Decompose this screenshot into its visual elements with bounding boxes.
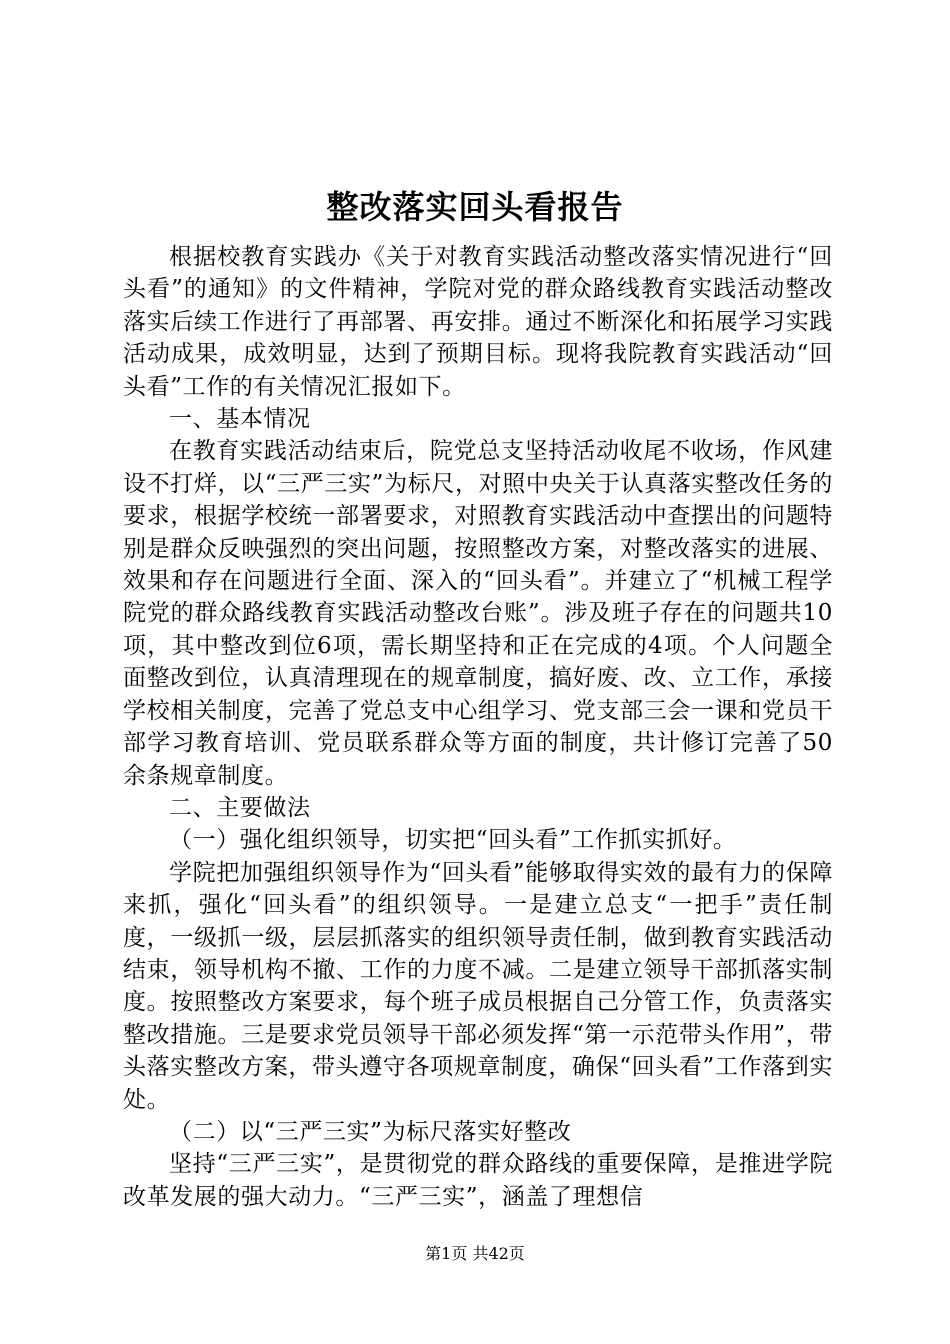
- subsection-heading-1: （一）强化组织领导，切实把“回头看”工作抓实抓好。: [169, 827, 737, 854]
- document-title: 整改落实回头看报告: [326, 188, 624, 226]
- intro-paragraph: 根据校教育实践办《关于对教育实践活动整改落实情况进行“回头看”的通知》的文件精神，学院对党的群众路线教育实践活动整改落实后续工作进行了再部署、再安排。通过不断深化和拓展学习实践活动成果，成效明显，达到了预期目标。现将我院教育实践活动“回头看”工作的有关情况汇报如下。: [123, 244, 833, 400]
- document-body: [123, 241, 833, 1213]
- section-heading-main-practices: 二、主要做法: [169, 794, 311, 821]
- three-strict-paragraph: 坚持“三严三实”，是贯彻党的群众路线的重要保障，是推进学院改革发展的强大动力。“三严三实”，涵盖了理想信: [123, 1151, 833, 1210]
- organization-leadership-paragraph: 学院把加强组织领导作为“回头看”能够取得实效的最有力的保障来抓，强化“回头看”的组织领导。一是建立总支“一把手”责任制度，一级抓一级，层层抓落实的组织领导责任制，做到教育实践活动结束，领导机构不撤、工作的力度不减。二是建立领导干部抓落实制度。按照整改方案要求，每个班子成员根据自己分管工作，负责落实整改措施。三是要求党员领导干部必须发挥“第一示范带头作用”，带头落实整改方案，带头遵守各项规章制度，确保“回头看”工作落到实处。: [123, 859, 833, 1113]
- subsection-heading-2: （二）以“三严三实”为标尺落实好整改: [169, 1118, 572, 1145]
- basic-situation-paragraph: 在教育实践活动结束后，院党总支坚持活动收尾不收场，作风建设不打烊，以“三严三实”为标尺，对照中央关于认真落实整改任务的要求，根据学校统一部署要求，对照教育实践活动中查摆出的问题特别是群众反映强烈的突出问题，按照整改方案，对整改落实的进展、效果和存在问题进行全面、深入的“回头看”。并建立了“机械工程学院党的群众路线教育实践活动整改台账”。涉及班子存在的问题共10项，其中整改到位6项，需长期坚持和正在完成的4项。个人问题全面整改到位，认真清理现在的规章制度，搞好废、改、立工作，承接学校相关制度，完善了党总支中心组学习、党支部三会一课和党员干部学习教育培训、党员联系群众等方面的制度，共计修订完善了50余条规章制度。: [123, 438, 833, 789]
- section-heading-basic-situation: 一、基本情况: [169, 406, 311, 433]
- page-footer: 第1页 共42页: [425, 1244, 525, 1263]
